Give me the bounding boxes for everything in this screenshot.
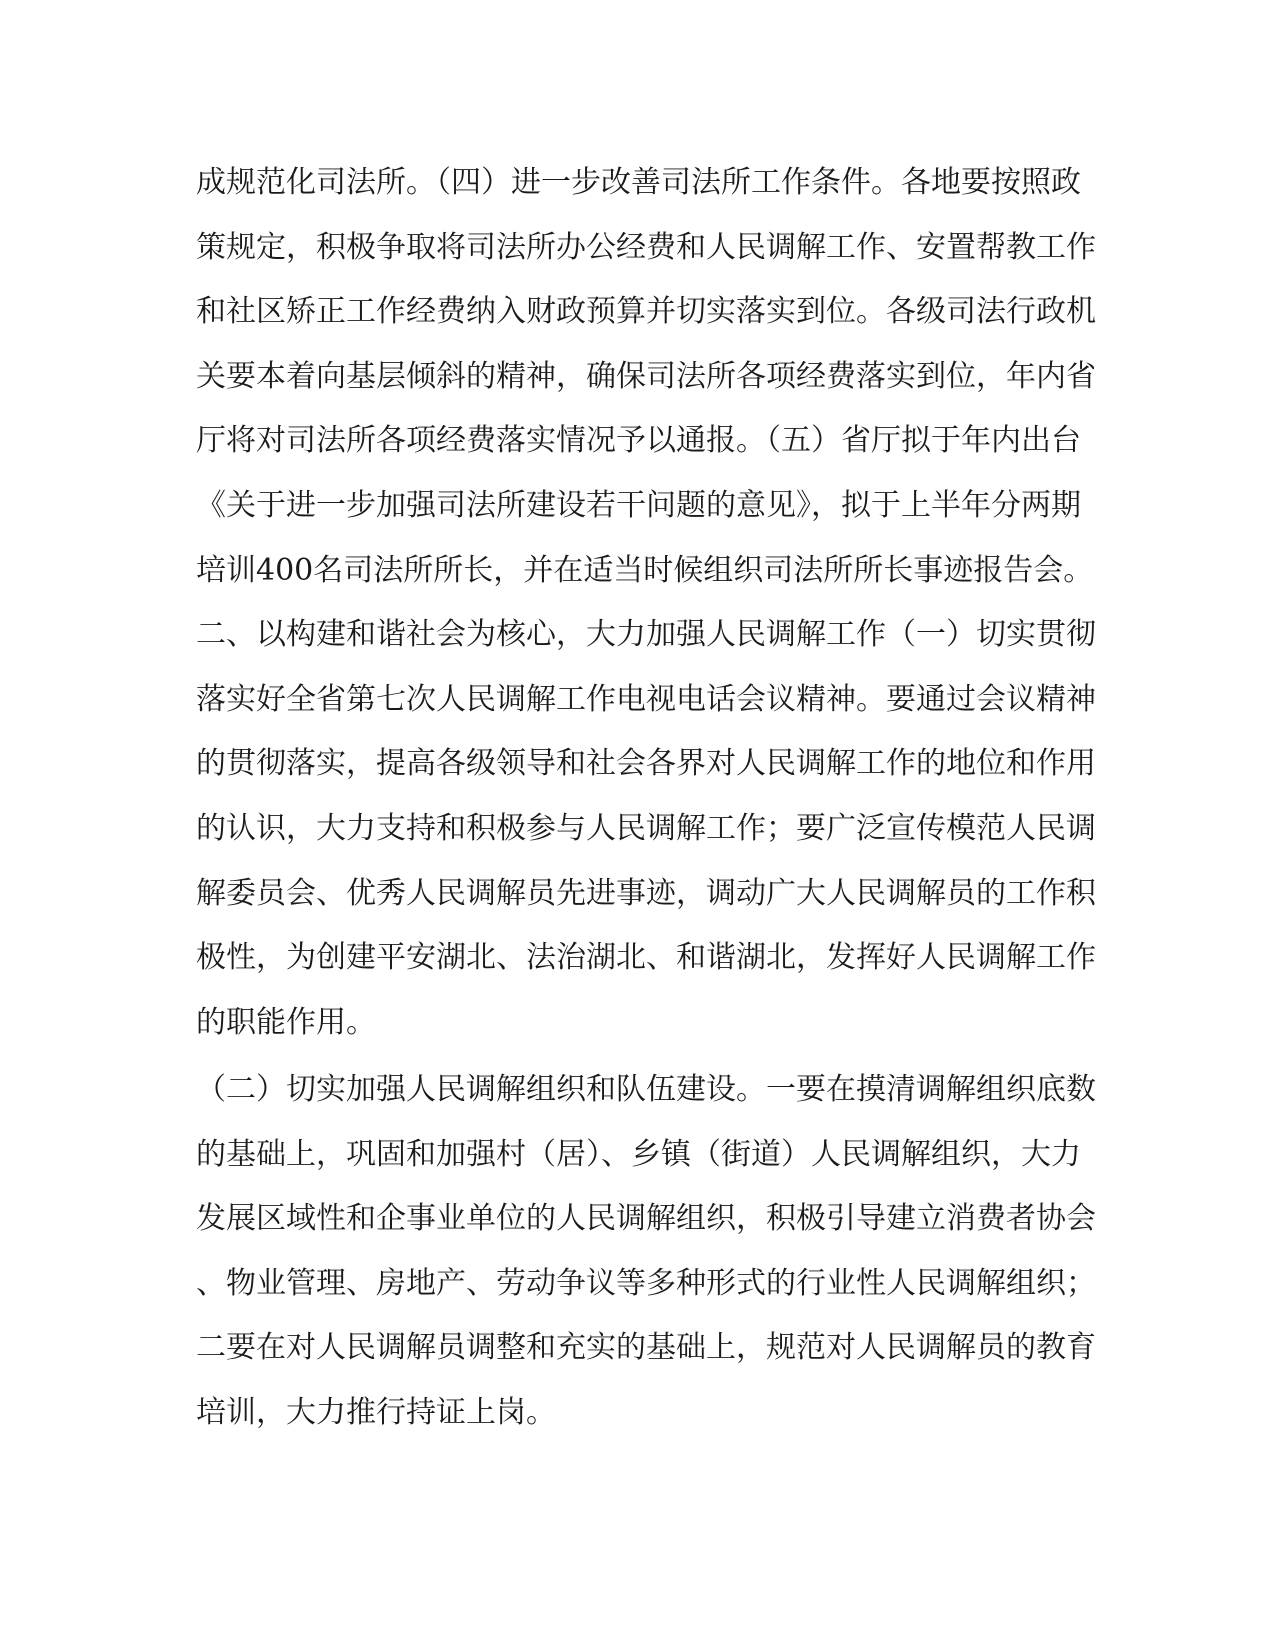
text-line: 和社区矫正工作经费纳入财政预算并切实落实到位。各级司法行政机 bbox=[196, 294, 1096, 330]
text-line: 落实好全省第七次人民调解工作电视电话会议精神。要通过会议精神 bbox=[196, 681, 1096, 717]
text-line: 的认识，大力支持和积极参与人民调解工作；要广泛宣传模范人民调 bbox=[196, 810, 1096, 846]
text-line: 、物业管理、房地产、劳动争议等多种形式的行业性人民调解组织； bbox=[196, 1265, 1096, 1301]
text-line: 培训，大力推行持证上岗。 bbox=[196, 1394, 556, 1430]
text-line: 成规范化司法所。（四）进一步改善司法所工作条件。各地要按照政 bbox=[196, 165, 1081, 200]
text-line: 的贯彻落实，提高各级领导和社会各界对人民调解工作的地位和作用 bbox=[196, 746, 1096, 782]
text-line: 解委员会、优秀人民调解员先进事迹，调动广大人民调解员的工作积 bbox=[196, 875, 1096, 911]
text-line: 的基础上，巩固和加强村（居）、乡镇（街道）人民调解组织，大力 bbox=[196, 1136, 1081, 1172]
text-line: 二、以构建和谐社会为核心，大力加强人民调解工作（一）切实贯彻 bbox=[196, 617, 1096, 653]
paragraph-1 bbox=[196, 151, 1096, 1055]
paragraph-2 bbox=[196, 1058, 1096, 1446]
text-line: 策规定，积极争取将司法所办公经费和人民调解工作、安置帮教工作 bbox=[196, 229, 1096, 265]
text-line: 极性，为创建平安湖北、法治湖北、和谐湖北，发挥好人民调解工作 bbox=[196, 940, 1096, 976]
text-line: 培训400名司法所所长，并在适当时候组织司法所所长事迹报告会。 bbox=[196, 552, 1094, 588]
text-line: 发展区域性和企事业单位的人民调解组织，积极引导建立消费者协会 bbox=[196, 1201, 1096, 1237]
text-line: （二）切实加强人民调解组织和队伍建设。一要在摸清调解组织底数 bbox=[196, 1072, 1096, 1107]
text-line: 关要本着向基层倾斜的精神，确保司法所各项经费落实到位，年内省 bbox=[196, 358, 1096, 394]
text-line: 《关于进一步加强司法所建设若干问题的意见》，拟于上半年分两期 bbox=[196, 487, 1081, 523]
text-line: 的职能作用。 bbox=[196, 1004, 376, 1040]
text-line: 二要在对人民调解员调整和充实的基础上，规范对人民调解员的教育 bbox=[196, 1330, 1096, 1366]
text-line: 厅将对司法所各项经费落实情况予以通报。（五）省厅拟于年内出台 bbox=[196, 423, 1081, 459]
